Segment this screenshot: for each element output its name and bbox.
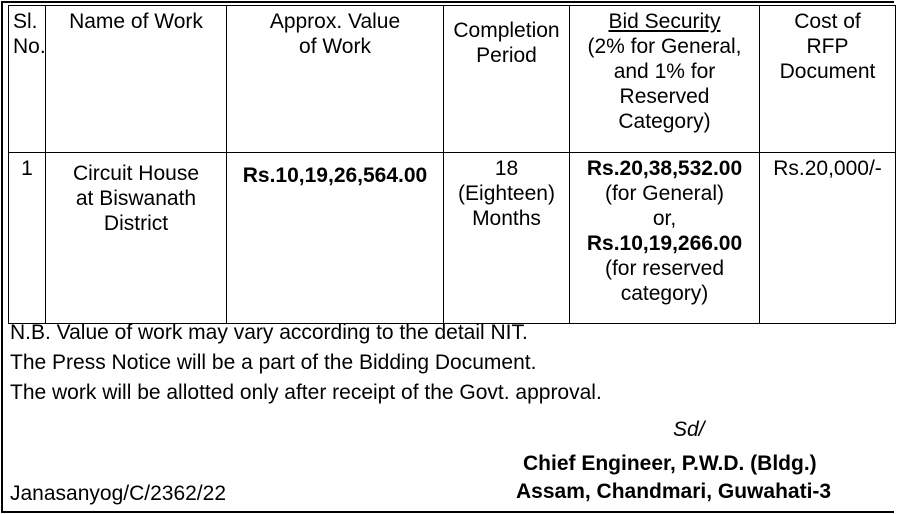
- cell-name-line3: District: [103, 212, 169, 235]
- cell-bid-security: [570, 153, 760, 324]
- cell-bid-general-label: (for General): [604, 182, 725, 205]
- cell-bid-or: or,: [652, 207, 677, 230]
- cell-sl-no: [9, 153, 46, 324]
- signature-sd: Sd/: [673, 418, 705, 441]
- signature-address: Assam, Chandmari, Guwahati-3: [516, 480, 832, 503]
- tender-table: [8, 5, 896, 324]
- cell-approx-value-text: Rs.10,19,26,564.00: [242, 164, 428, 187]
- cell-bid-general-amount: Rs.20,38,532.00: [586, 157, 743, 180]
- cell-bid-reserved-amount: Rs.10,19,266.00: [586, 232, 743, 255]
- cell-completion-line1: 18: [494, 157, 519, 180]
- notes: [10, 318, 602, 408]
- header-bid-security-line1: (2% for General,: [587, 35, 742, 58]
- header-approx-value-line1: Approx. Value: [269, 10, 401, 33]
- cell-completion-line2: (Eighteen): [458, 182, 555, 205]
- cell-completion-line3: Months: [472, 207, 541, 230]
- cell-name-of-work: [46, 153, 227, 324]
- note-line: N.B. Value of work may vary according to the detail NIT.: [10, 321, 528, 344]
- cell-sl-no-text: 1: [21, 157, 33, 180]
- header-name-of-work-text: Name of Work: [69, 10, 203, 33]
- header-bid-security: [570, 6, 760, 153]
- header-name-of-work: [46, 6, 227, 153]
- cell-completion-period: [444, 153, 570, 324]
- cell-cost-rfp-text: Rs.20,000/-: [773, 157, 882, 180]
- header-sl-no: [9, 6, 46, 153]
- header-bid-security-line2: and 1% for: [613, 60, 716, 83]
- header-bid-security-title: Bid Security: [608, 10, 721, 33]
- header-cost-rfp: [760, 6, 896, 153]
- header-sl-no-line1: Sl.: [13, 10, 38, 33]
- header-cost-rfp-line2: RFP: [806, 35, 849, 58]
- cell-approx-value: [227, 153, 444, 324]
- header-approx-value: [227, 6, 444, 153]
- note-line: The Press Notice will be a part of the Bidding Document.: [10, 351, 537, 374]
- header-approx-value-line2: of Work: [299, 35, 371, 58]
- signature-designation: Chief Engineer, P.W.D. (Bldg.): [523, 452, 817, 475]
- cell-bid-reserved-label2: category): [620, 282, 709, 305]
- header-completion-line2: Period: [476, 44, 537, 67]
- header-bid-security-line4: Category): [618, 110, 711, 133]
- header-cost-rfp-line1: Cost of: [794, 10, 861, 33]
- header-completion-period: [444, 6, 570, 153]
- cell-name-line2: at Biswanath: [75, 187, 197, 210]
- note-line: The work will be allotted only after receipt of the Govt. approval.: [10, 381, 602, 404]
- cell-cost-rfp: [760, 153, 896, 324]
- cell-name-line1: Circuit House: [72, 162, 200, 185]
- reference-number: Janasanyog/C/2362/22: [10, 482, 226, 505]
- cell-bid-reserved-label1: (for reserved: [604, 257, 725, 280]
- table-header-row: [9, 6, 896, 153]
- header-bid-security-line3: Reserved: [619, 85, 710, 108]
- header-sl-no-line2: No.: [13, 35, 46, 58]
- header-cost-rfp-line3: Document: [779, 60, 876, 83]
- table-row: [9, 153, 896, 324]
- header-completion-line1: Completion: [453, 19, 560, 42]
